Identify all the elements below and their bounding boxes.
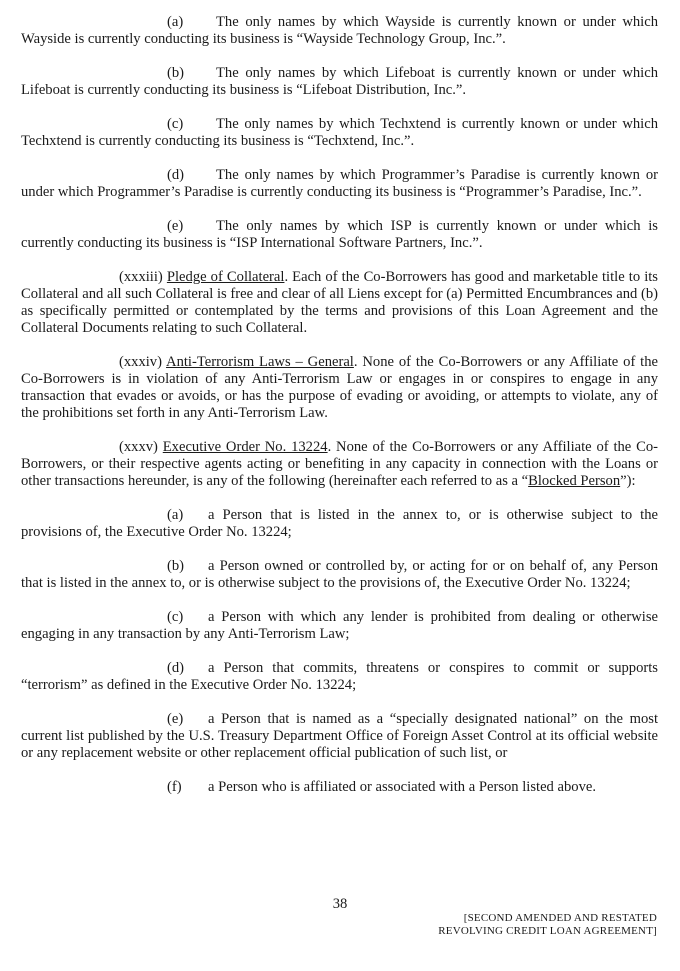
blocked-person-f <box>21 779 658 796</box>
paragraph-text: a Person who is affiliated or associated with a Person listed above. <box>208 779 596 795</box>
paragraph-text: a Person owned or controlled by, or acting for or on behalf of, any Person that is listed in the annex to, or is otherwise subject to the provisions of, the Executive Order No. 13224; <box>21 558 658 591</box>
section-text: . None of the Co-Borrowers or any Affiliate of the Co-Borrowers is in violation of any Anti-Terrorism Law or engages in or conspires to engage in any transaction that evades or avoids, or has the purpose of evading or avoiding, or attempts to violate, any of the prohibitions set forth in any Anti-Terrorism Law. <box>21 354 658 421</box>
paragraph-text: The only names by which Lifeboat is currently known or under which Lifeboat is currently conducting its business is “Lifeboat Distribution, Inc.”. <box>21 65 658 98</box>
document-tag-line: REVOLVING CREDIT LOAN AGREEMENT] <box>438 925 657 937</box>
paragraph-number: (c) <box>167 116 184 132</box>
paragraph-number: (a) <box>167 14 184 30</box>
paragraph-c <box>21 116 658 150</box>
paragraph-d <box>21 167 658 201</box>
paragraph-text: a Person that is named as a “specially designated national” on the most current list published by the U.S. Treasury Department Office of Foreign Asset Control at its official website or any replacement website or other replacement official publication of such list, or <box>21 711 658 761</box>
blocked-person-a <box>21 507 658 541</box>
paragraph-e <box>21 218 658 252</box>
section-number: (xxxiv) <box>119 354 162 370</box>
document-tag-line: [SECOND AMENDED AND RESTATED <box>463 912 657 924</box>
paragraph-text: The only names by which Techxtend is currently known or under which Techxtend is currently conducting its business is “Techxtend, Inc.”. <box>21 116 658 149</box>
section-xxxiv <box>21 354 658 422</box>
section-title: Executive Order No. 13224 <box>162 439 328 455</box>
section-text: . None of the Co-Borrowers or any Affiliate of the Co-Borrowers, or their respective agents acting or benefiting in any capacity in connection with the Loans or other transactions hereunder, is any of the following (hereinafter each referred to as a “ <box>21 439 658 489</box>
paragraph-number: (a) <box>167 507 184 523</box>
section-xxxiii <box>21 269 658 337</box>
paragraph-text: a Person that commits, threatens or conspires to commit or supports “terrorism” as defined in the Executive Order No. 13224; <box>21 660 658 693</box>
paragraph-text: The only names by which ISP is currently known or under which is currently conducting its business is “ISP International Software Partners, Inc.”. <box>21 218 658 251</box>
paragraph-text: The only names by which Programmer’s Paradise is currently known or under which Programmer’s Paradise is currently conducting its business is “Programmer’s Paradise, Inc.”. <box>21 167 658 200</box>
section-xxxv <box>21 439 658 490</box>
paragraph-number: (e) <box>167 711 184 727</box>
section-text-end: ”): <box>620 473 636 489</box>
paragraph-number: (d) <box>167 660 185 676</box>
paragraph-b <box>21 65 658 99</box>
paragraph-number: (d) <box>167 167 185 183</box>
section-number: (xxxiii) <box>119 269 163 285</box>
document-tag <box>438 912 657 938</box>
blocked-person-b <box>21 558 658 592</box>
section-text: . Each of the Co-Borrowers has good and marketable title to its Collateral and all such Collateral is free and clear of all Liens except for (a) Permitted Encumbrances and (b) as specifically permitted or contemplated by the terms and provisions of this Loan Agreement and the Collateral Documents relating to such Collateral. <box>21 269 658 336</box>
blocked-person-e <box>21 711 658 762</box>
paragraph-text: The only names by which Wayside is currently known or under which Wayside is currently conducting its business is “Wayside Technology Group, Inc.”. <box>21 14 658 47</box>
paragraph-number: (c) <box>167 609 184 625</box>
paragraph-number: (f) <box>167 779 182 795</box>
section-title: Pledge of Collateral <box>166 269 285 285</box>
section-title: Anti-Terrorism Laws – General <box>166 354 354 370</box>
blocked-person-d <box>21 660 658 694</box>
defined-term: Blocked Person <box>528 473 621 489</box>
page-number: 38 <box>332 896 348 912</box>
paragraph-text: a Person with which any lender is prohibited from dealing or otherwise engaging in any transaction by any Anti-Terrorism Law; <box>21 609 658 642</box>
section-number: (xxxv) <box>119 439 158 455</box>
paragraph-number: (b) <box>167 65 185 81</box>
blocked-person-c <box>21 609 658 643</box>
paragraph-text: a Person that is listed in the annex to, or is otherwise subject to the provisions of, the Executive Order No. 13224; <box>21 507 658 540</box>
document-page <box>21 14 658 813</box>
paragraph-number: (b) <box>167 558 185 574</box>
paragraph-a <box>21 14 658 48</box>
paragraph-number: (e) <box>167 218 184 234</box>
